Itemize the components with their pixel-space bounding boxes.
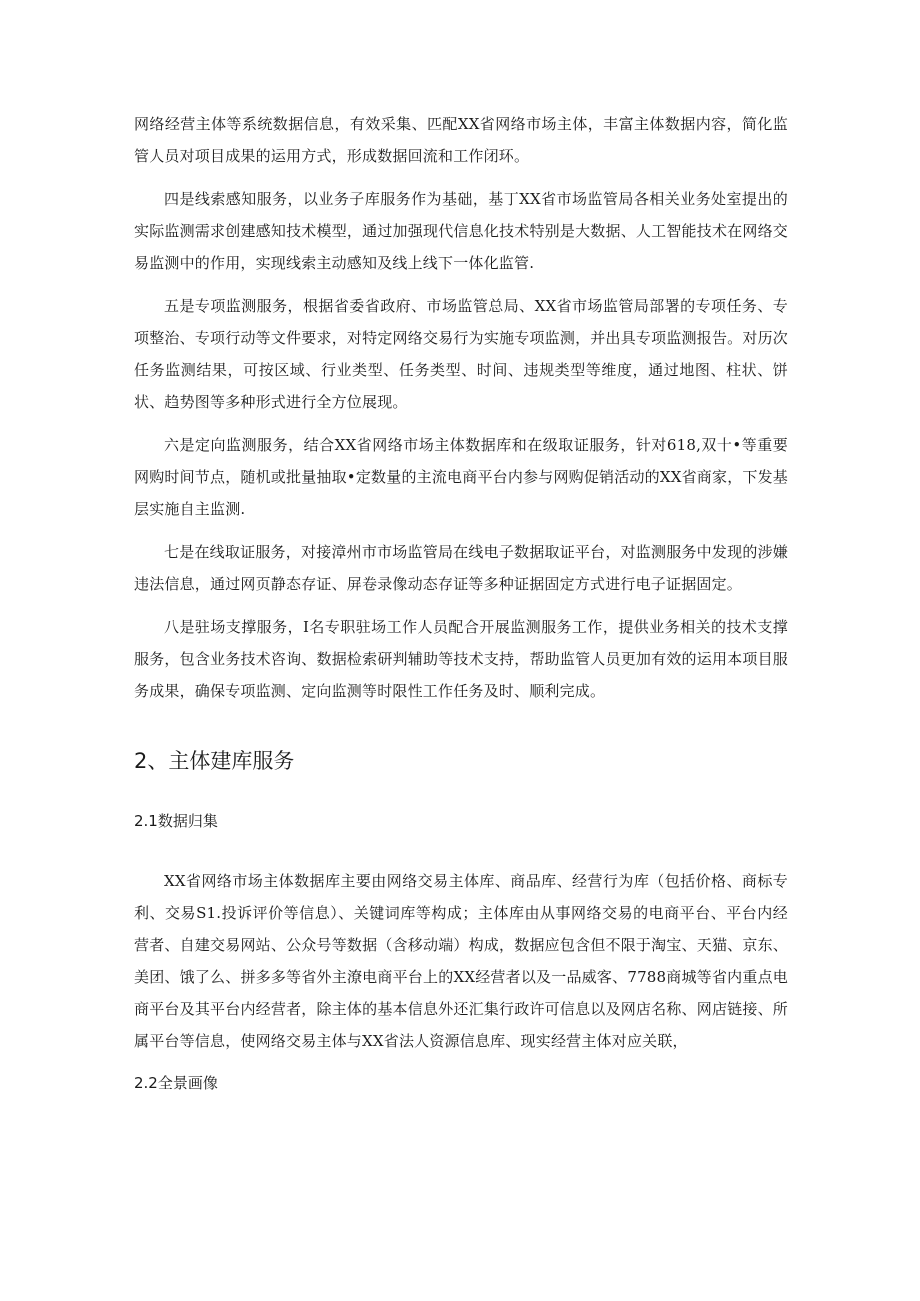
paragraph-data-collection: XX省网络市场主体数据库主要由网络交易主体库、商品库、经营行为库（包括价格、商标专利、交易S1.投诉评价等信息）、关键词库等构成；主体库由从事网络交易的电商平台、平台内经营者、自建交易网站、公众号等数据（含移动端）构成，数据应包含但不限于淘宝、天猫、京东、美团、饿了么、拼多多等省外主潦电商平台上的XX经营者以及一品威客、7788商城等省内重点电商平台及其平台内经营者，除主体的基本信息外还汇集行政许可信息以及网店名称、网店链接、所属平台等信息，使网络交易主体与XX省法人资源信息库、现实经营主体对应关联， [134, 872, 788, 1050]
section-heading: 2、主体建库服务 [134, 749, 295, 773]
paragraph-directed-monitoring: 六是定向监测服务，结合XX省网络市场主体数据库和在级取证服务，针对618,双十•等重要网购时间节点，随机或批量抽取•定数量的主流电商平台内参与网购促销活动的XX省商家，下发基层实施自主监测. [134, 436, 789, 518]
paragraph-continuation: 网络经营主体等系统数据信息，有效采集、匹配XX省网络市场主体，丰富主体数据内容，简化监管人员对项目成果的运用方式，形成数据回流和工作闭环。 [134, 115, 788, 165]
paragraph-online-evidence: 七是在线取证服务，对接漳州市市场监管局在线电子数据取证平台，对监测服务中发现的涉嫌违法信息，通过网页静态存证、屏卷录像动态存证等多种证据固定方式进行电子证据固定。 [134, 543, 788, 593]
subsection-heading-data-collection: 2.1数据归集 [134, 812, 218, 830]
document-page [134, 108, 788, 1127]
paragraph-clue-sensing: 四是线索感知服务，以业务子库服务作为基础，基丁XX省市场监管局各相关业务处室提出的实际监测需求创建感知技术模型，通过加强现代信息化技术特别是大数据、人工智能技术在网络交易监测中的作用，实现线索主动感知及线上线下一体化监管. [134, 190, 788, 272]
paragraph-onsite-support: 八是驻场支撑服务，I名专职驻场工作人员配合开展监测服务工作，提供业务相关的技术支撑服务，包含业务技术咨询、数据检索研判辅助等技术支持，帮助监管人员更加有效的运用本项目服务成果，确保专项监测、定向监测等时限性工作任务及时、顺利完成。 [134, 618, 788, 700]
subsection-heading-panorama: 2.2全景画像 [134, 1074, 218, 1092]
paragraph-special-monitoring: 五是专项监测服务，根据省委省政府、市场监管总局、XX省市场监管局部署的专项任务、专项整治、专项行动等文件要求，对特定网络交易行为实施专项监测，并出具专项监测报告。对历次任务监测结果，可按区域、行业类型、任务类型、时间、违规类型等维度，通过地图、柱状、饼状、趋势图等多种形式进行全方位展现。 [134, 297, 788, 411]
